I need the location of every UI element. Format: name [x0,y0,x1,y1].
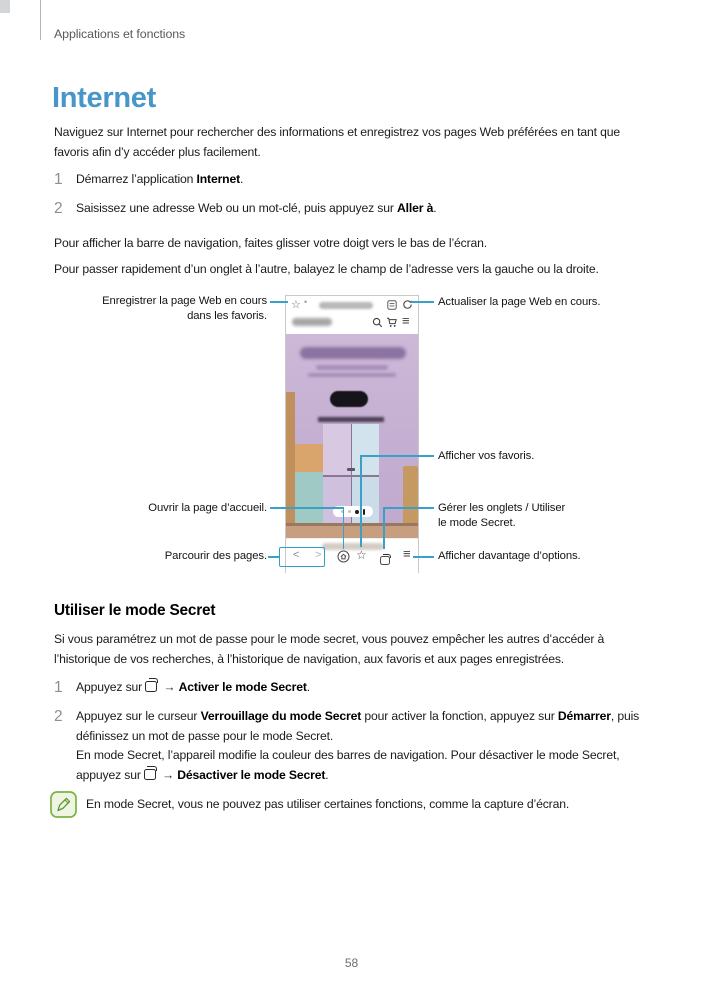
page-title-hint [322,543,384,550]
tip-navbar: Pour afficher la barre de navigation, faites glisser votre doigt vers le bas de l’écran. [54,236,488,250]
back-icon: < [293,549,300,561]
callout-label-favorites: Afficher vos favoris. [438,450,535,462]
callout-label-refresh: Actualiser la page Web en cours. [438,296,601,308]
site-menu-icon: ≡ [402,313,410,328]
callout-line-tabs [383,507,434,509]
callout-line-refresh [411,301,434,303]
shelf-shadow [318,417,384,422]
browser-top-bar [286,296,418,334]
callout-line-home-v [343,507,345,549]
hero-title [300,347,406,359]
step-number: 1 [54,679,63,696]
callout-line-favorites-v [360,455,362,547]
step-text: Saisissez une adresse Web ou un mot-clé, puis appuyez sur Aller à. [76,201,437,215]
tabs-icon [145,681,157,692]
url-dot-icon: • [304,297,308,307]
note-text: En mode Secret, vous ne pouvez pas utiliser certaines fonctions, comme la capture d’écran. [86,797,570,811]
callout-line-tabs-v [383,507,385,549]
step-text [76,707,654,785]
section-heading-secret: Utiliser le mode Secret [54,602,216,619]
floor [286,526,418,538]
callout-label-save: Enregistrer la page Web en cours dans les favoris. [102,295,267,322]
secret-step-1 [54,678,652,698]
site-logo [292,318,332,326]
cart-icon [386,317,398,328]
breadcrumb: Applications et fonctions [54,27,186,41]
step-number: 1 [54,171,63,188]
step-2-enter-address [54,199,652,219]
wooden-chair [403,466,418,528]
step-number: 2 [54,200,63,217]
intro-paragraph: Naviguez sur Internet pour rechercher des informations et enregistrez vos pages Web préférées en tant que favoris afin d’y accéder plus facilement. [54,125,620,159]
kitchen-cabinet-teal [295,472,323,526]
callout-line-home [270,507,344,509]
step-1-start-internet [54,170,652,190]
callout-line-browse [268,556,279,558]
callout-line-options [413,556,434,558]
step-number: 2 [54,708,63,725]
tip-tabs: Pour passer rapidement d’un onglet à l’autre, balayez le champ de l’adresse vers la gauche ou la droite. [54,262,599,276]
callout-label-home: Ouvrir la page d’accueil. [148,502,267,514]
search-icon [372,317,383,328]
phone-screenshot [285,295,419,573]
page-number: 58 [344,956,359,970]
nav-highlight-box [279,547,325,567]
more-options-icon: ≡ [403,546,411,561]
favorites-icon: ☆ [356,548,367,562]
reader-icon [387,300,397,310]
step-text: Appuyez sur → Activer le mode Secret. [76,680,310,694]
secret-step-2-p1: Appuyez sur le curseur Verrouillage du mode Secret pour activer la fonction, appuyez sur Démarrer, puis définissez un mot de passe pour le mode Secret. [76,709,640,743]
tabs-icon [144,769,156,780]
tabs-icon [380,556,390,565]
kitchen-drawers [295,444,323,473]
forward-icon: > [315,549,322,561]
hero-subtext [316,365,388,370]
callout-label-browse: Parcourir des pages. [164,550,267,562]
callout-label-options: Afficher davantage d’options. [438,550,581,562]
page-title: Internet [52,82,156,114]
hero-button [330,391,368,407]
hero-subtext [308,373,396,378]
url-bar [319,302,373,309]
note-icon [50,791,77,818]
secret-intro: Si vous paramétrez un mot de passe pour le mode secret, vous pouvez empêcher les autres d’accéder à l’historique de vos recherches, à l’historique de navigation, aux favoris et aux pages enregistrées. [54,632,605,666]
callout-label-tabs: Gérer les onglets / Utiliser le mode Secret. [438,502,566,529]
callout-line-favorites [360,455,434,457]
secret-step-2 [54,707,654,785]
chapter-rule [40,0,41,40]
secret-step-2-p2: En mode Secret, l’appareil modifie la couleur des barres de navigation. Pour désactiver le mode Secret, appuyez sur → Désactiver le mode Secret. [76,748,620,782]
callout-line-save [270,301,288,303]
corner-mark [0,0,10,13]
home-icon [337,550,350,563]
step-text: Démarrez l’application Internet. [76,172,244,186]
kitchen-cabinet [286,392,295,536]
bookmark-star-icon: ☆ [291,299,301,311]
